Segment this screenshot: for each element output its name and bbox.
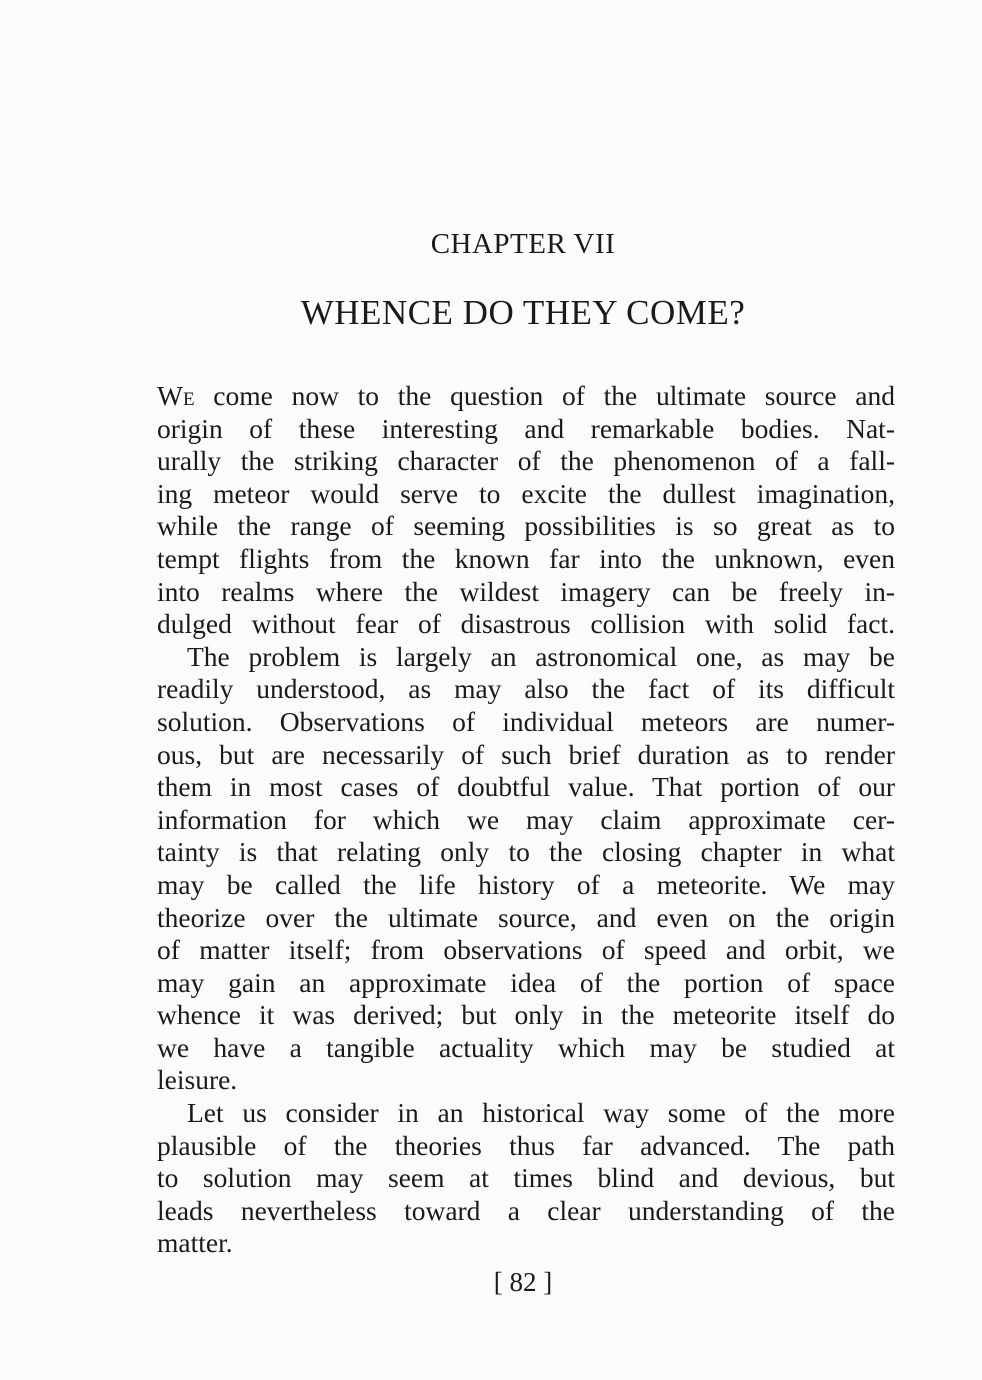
text-line: urally the striking character of the phenomenon of a fall- bbox=[157, 445, 895, 477]
text-line: The problem is largely an astronomical one, as may be bbox=[187, 640, 895, 672]
text-line: leads nevertheless toward a clear understanding of the bbox=[157, 1194, 895, 1226]
text-line: plausible of the theories thus far advanced. The path bbox=[157, 1129, 895, 1161]
text-line: may gain an approximate idea of the portion of space bbox=[157, 966, 895, 998]
text-line: may be called the life history of a meteorite. We may bbox=[157, 868, 895, 900]
text-line: solution. Observations of individual meteors are numer- bbox=[157, 705, 895, 737]
paragraph-3 bbox=[157, 1097, 895, 1260]
text-line bbox=[157, 380, 895, 413]
text-line: ous, but are necessarily of such brief duration as to render bbox=[157, 738, 895, 770]
page-number: [ 82 ] bbox=[493, 1267, 553, 1297]
drop-word: We bbox=[157, 380, 195, 411]
text-line: Let us consider in an historical way some of the more bbox=[187, 1097, 895, 1129]
text-line-content: come now to the question of the ultimate source and bbox=[194, 380, 895, 411]
text-line: information for which we may claim approximate cer- bbox=[157, 803, 895, 835]
text-line: leisure. bbox=[157, 1064, 238, 1096]
text-line: to solution may seem at times blind and devious, but bbox=[157, 1162, 895, 1194]
text-line: origin of these interesting and remarkable bodies. Nat- bbox=[157, 412, 895, 444]
paragraph-1 bbox=[157, 380, 895, 641]
paragraph-2 bbox=[157, 641, 895, 1097]
text-line: matter. bbox=[157, 1227, 233, 1259]
text-line: we have a tangible actuality which may be studied at bbox=[157, 1031, 895, 1063]
text-line: of matter itself; from observations of speed and orbit, we bbox=[157, 934, 895, 966]
text-line: tainty is that relating only to the closing chapter in what bbox=[157, 836, 895, 868]
text-line: into realms where the wildest imagery can be freely in- bbox=[157, 575, 895, 607]
text-line: ing meteor would serve to excite the dullest imagination, bbox=[157, 477, 895, 509]
text-line: theorize over the ultimate source, and even on the origin bbox=[157, 901, 895, 933]
text-line: while the range of seeming possibilities is so great as to bbox=[157, 510, 895, 542]
text-line: dulged without fear of disastrous collision with solid fact. bbox=[157, 608, 895, 640]
chapter-title: WHENCE DO THEY COME? bbox=[300, 293, 746, 332]
chapter-number: CHAPTER VII bbox=[430, 228, 616, 260]
body-text bbox=[157, 380, 895, 1260]
text-line: whence it was derived; but only in the meteorite itself do bbox=[157, 999, 895, 1031]
text-line: them in most cases of doubtful value. That portion of our bbox=[157, 771, 895, 803]
text-line: readily understood, as may also the fact of its difficult bbox=[157, 673, 895, 705]
text-line: tempt flights from the known far into the unknown, even bbox=[157, 542, 895, 574]
